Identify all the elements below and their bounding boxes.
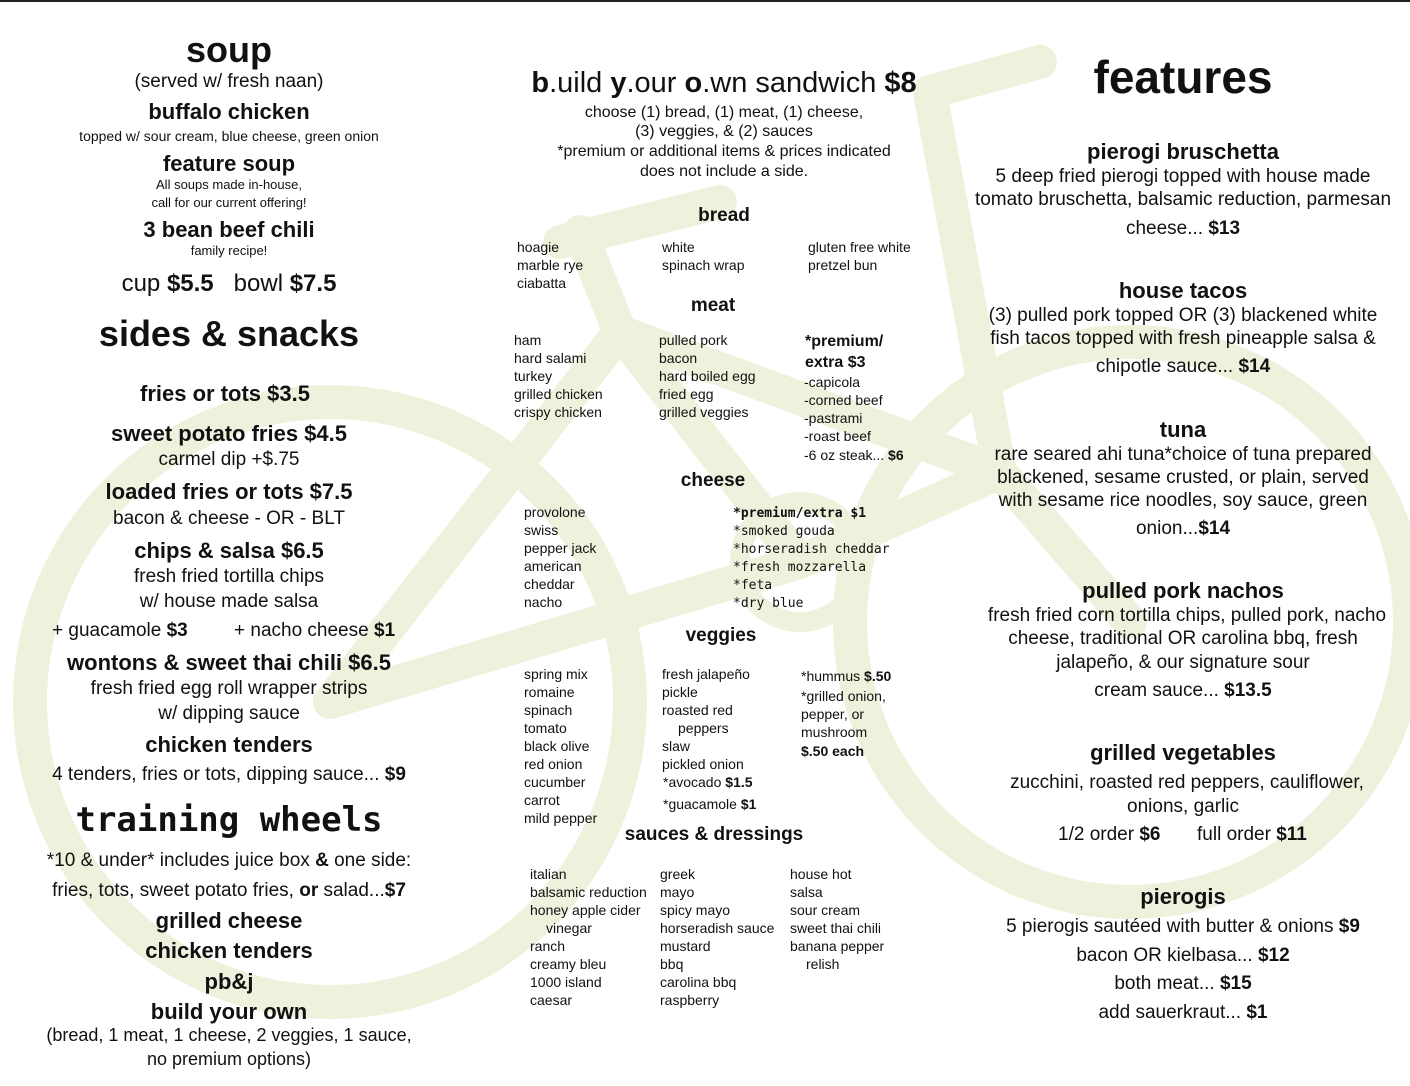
tuna-item: tuna [1159, 417, 1207, 442]
list-item: balsamic reduction [530, 884, 647, 900]
feature-soup-item: feature soup [162, 151, 296, 176]
list-item: creamy bleu [530, 956, 607, 972]
soup-prices [122, 271, 337, 297]
veggies-title: veggies [685, 625, 757, 646]
loaded-fries-desc: bacon & cheese - OR - BLT [113, 508, 345, 529]
list-item: pepper jack [524, 540, 597, 556]
list-item: *fresh mozzarella [733, 560, 867, 575]
byo-desc-1: choose (1) bread, (1) meat, (1) cheese, [584, 104, 864, 121]
chicken-tenders-item: chicken tenders [145, 732, 313, 757]
list-item: raspberry [660, 992, 720, 1008]
tacos-desc-2: fish tacos topped with fresh pineapple salsa & [990, 328, 1376, 349]
tuna-desc-1: rare seared ahi tuna*choice of tuna prepared [994, 444, 1372, 465]
list-item: ciabatta [517, 275, 567, 291]
list-item: caesar [530, 992, 573, 1008]
list-item: gluten free white [808, 239, 911, 255]
list-item: pretzel bun [808, 257, 878, 273]
hummus-item: *hummus $.50 [801, 668, 892, 684]
steak-item: -6 oz steak... $6 [804, 447, 904, 463]
sweet-potato-item: sweet potato fries $4.5 [111, 421, 347, 446]
list-item: relish [806, 956, 840, 972]
list-item: mayo [660, 884, 695, 900]
list-item: cheddar [524, 576, 575, 592]
list-item: 1000 island [530, 974, 602, 990]
sauces-list-2 [660, 865, 774, 1009]
vegetables-desc-1: zucchini, roasted red peppers, cauliflower, [1010, 772, 1364, 793]
list-item: fresh jalapeño [662, 666, 750, 682]
list-item: fried egg [659, 386, 714, 402]
pierogis-desc: 5 pierogis sautéed with butter & onions $9 [1006, 916, 1360, 937]
meat-list-2 [659, 331, 756, 421]
list-item: red onion [524, 756, 583, 772]
chips-desc-1: fresh fried tortilla chips [133, 566, 325, 587]
chicken-tenders-desc: 4 tenders, fries or tots, dipping sauce... $9 [52, 764, 406, 785]
cup-price: $5.5 [166, 270, 214, 297]
list-item: crispy chicken [514, 404, 602, 420]
list-item: ham [514, 332, 542, 348]
tacos-desc-1: (3) pulled pork topped OR (3) blackened white [988, 305, 1378, 326]
nacho-cheese-addon: + nacho cheese $1 [234, 620, 396, 641]
bean-chili-item: 3 bean beef chili [143, 217, 315, 242]
list-item: cucumber [524, 774, 586, 790]
list-item: greek [660, 866, 696, 882]
cheese-premium-list [733, 523, 890, 613]
bowl-label: bowl [233, 270, 284, 297]
wontons-desc-2: w/ dipping sauce [158, 703, 300, 724]
sauces-list-3 [790, 865, 884, 973]
sides-title: sides & snacks [98, 313, 360, 354]
chips-salsa-item: chips & salsa $6.5 [134, 538, 324, 563]
bruschetta-desc-3: cheese... $13 [1125, 218, 1241, 239]
bread-title: bread [698, 205, 750, 226]
byo-desc-3: *premium or additional items & prices indicated [557, 143, 891, 160]
cheese-premium-label: *premium/extra $1 [733, 506, 867, 521]
half-order-price: 1/2 order $6 [1058, 824, 1161, 845]
list-item: swiss [524, 522, 559, 538]
list-item: house hot [790, 866, 852, 882]
kids-build-your-own: build your own [150, 999, 308, 1024]
grilled-vegetables-item: grilled vegetables [1090, 740, 1276, 765]
kids-byo-desc-1: (bread, 1 meat, 1 cheese, 2 veggies, 1 sauce, [46, 1025, 412, 1045]
list-item: honey apple cider [530, 902, 641, 918]
feature-soup-desc-2: call for our current offering! [151, 195, 307, 210]
list-item: turkey [514, 368, 553, 384]
list-item: sour cream [790, 902, 861, 918]
pierogi-bruschetta-item: pierogi bruschetta [1087, 139, 1279, 164]
list-item: tomato [524, 720, 567, 736]
veggies-list-3 [801, 687, 886, 741]
nachos-desc-1: fresh fried corn tortilla chips, pulled pork, nacho [987, 605, 1387, 626]
kids-byo-desc-2: no premium options) [146, 1049, 312, 1069]
bread-list-1 [517, 238, 583, 292]
sauces-list-1 [530, 865, 647, 1009]
bruschetta-desc-1: 5 deep fried pierogi topped with house made [995, 166, 1371, 187]
nachos-desc-2: cheese, traditional OR carolina bbq, fresh [1008, 628, 1358, 649]
sauces-title: sauces & dressings [624, 824, 804, 845]
list-item: carolina bbq [660, 974, 737, 990]
pierogis-sauerkraut-option: add sauerkraut... $1 [1098, 1002, 1268, 1023]
tacos-desc-3: chipotle sauce... $14 [1095, 356, 1271, 377]
vegetables-desc-2: onions, garlic [1127, 796, 1239, 817]
nachos-desc-4: cream sauce... $13.5 [1094, 680, 1272, 701]
list-item: provolone [524, 504, 586, 520]
buffalo-chicken-item: buffalo chicken [148, 99, 310, 124]
kids-grilled-cheese: grilled cheese [155, 908, 303, 933]
guacamole-addon: + guacamole $3 [52, 620, 188, 641]
list-item: pickled onion [662, 756, 744, 772]
pierogis-bacon-option: bacon OR kielbasa... $12 [1076, 945, 1290, 966]
list-item: mushroom [801, 724, 868, 740]
carmel-dip-addon: carmel dip +$.75 [158, 449, 300, 470]
list-item: spinach wrap [662, 257, 745, 273]
pierogis-item: pierogis [1140, 884, 1226, 909]
byo-sandwich-title: b.uild y.our o.wn sandwich $8 [531, 67, 917, 99]
list-item: nacho [524, 594, 563, 610]
list-item: white [662, 239, 695, 255]
training-wheels-title: training wheels [75, 800, 383, 840]
cup-label: cup [121, 270, 161, 297]
list-item: grilled chicken [514, 386, 603, 402]
list-item: romaine [524, 684, 575, 700]
soup-served-note: (served w/ fresh naan) [134, 71, 324, 92]
list-item: carrot [524, 792, 560, 808]
full-order-price: full order $11 [1197, 824, 1307, 845]
list-item: slaw [662, 738, 691, 754]
wontons-item: wontons & sweet thai chili $6.5 [67, 650, 391, 675]
guacamole-item: *guacamole $1 [663, 796, 757, 812]
list-item: marble rye [517, 257, 584, 273]
list-item: spinach [524, 702, 573, 718]
soup-title: soup [186, 29, 272, 70]
kids-chicken-tenders: chicken tenders [145, 938, 313, 963]
nachos-desc-3: jalapeño, & our signature sour [1056, 652, 1310, 673]
list-item: mild pepper [524, 810, 598, 826]
list-item: pepper, or [801, 706, 865, 722]
list-item: salsa [790, 884, 823, 900]
list-item: horseradish sauce [660, 920, 775, 936]
list-item: -pastrami [804, 410, 863, 426]
bread-list-2 [662, 238, 745, 274]
list-item: vinegar [546, 920, 592, 936]
list-item: peppers [678, 720, 729, 736]
buffalo-chicken-desc: topped w/ sour cream, blue cheese, green onion [79, 128, 379, 144]
veggies-list-1 [524, 665, 597, 827]
bread-list-3 [808, 238, 911, 274]
list-item: *grilled onion, [801, 688, 886, 704]
meat-premium-label-2: extra $3 [805, 354, 866, 371]
veggies-each-price: $.50 each [801, 743, 865, 759]
meat-title: meat [690, 295, 736, 316]
feature-soup-desc-1: All soups made in-house, [156, 177, 302, 192]
tuna-desc-2: blackened, sesame crusted, or plain, served [997, 467, 1369, 488]
list-item: roasted red [662, 702, 733, 718]
byo-desc-4: does not include a side. [639, 163, 809, 180]
veggies-list-2 [662, 665, 750, 773]
list-item: ranch [530, 938, 566, 954]
training-line-2: fries, tots, sweet potato fries, or salad...$7 [52, 880, 406, 901]
list-item: pickle [662, 684, 698, 700]
list-item: black olive [524, 738, 590, 754]
training-line-1: *10 & under* includes juice box & one side: [46, 850, 412, 871]
bowl-price: $7.5 [289, 270, 337, 297]
list-item: bbq [660, 956, 684, 972]
tuna-desc-3: with sesame rice noodles, soy sauce, green [998, 490, 1368, 511]
list-item: pulled pork [659, 332, 728, 348]
list-item: -roast beef [804, 428, 871, 444]
list-item: bacon [659, 350, 698, 366]
chips-desc-2: w/ house made salsa [139, 591, 319, 612]
bean-chili-desc: family recipe! [190, 243, 268, 258]
pierogis-both-option: both meat... $15 [1114, 973, 1252, 994]
meat-list-1 [514, 331, 603, 421]
meat-premium-label-1: *premium/ [805, 333, 884, 350]
list-item: *feta [733, 578, 773, 593]
cheese-title: cheese [680, 470, 746, 491]
pulled-pork-nachos-item: pulled pork nachos [1082, 578, 1284, 603]
list-item: mustard [660, 938, 711, 954]
list-item: spicy mayo [660, 902, 731, 918]
list-item: hard salami [514, 350, 587, 366]
list-item: american [524, 558, 582, 574]
list-item: banana pepper [790, 938, 885, 954]
list-item: hard boiled egg [659, 368, 756, 384]
bruschetta-desc-2: tomato bruschetta, balsamic reduction, parmesan [974, 189, 1392, 210]
list-item: sweet thai chili [790, 920, 882, 936]
avocado-item: *avocado $1.5 [663, 774, 753, 790]
cheese-list [524, 503, 596, 611]
fries-item: fries or tots $3.5 [140, 381, 310, 406]
list-item: -capicola [804, 374, 861, 390]
loaded-fries-item: loaded fries or tots $7.5 [105, 479, 353, 504]
list-item: hoagie [517, 239, 560, 255]
list-item: italian [530, 866, 567, 882]
list-item: -corned beef [804, 392, 883, 408]
wontons-desc-1: fresh fried egg roll wrapper strips [90, 678, 368, 699]
list-item: spring mix [524, 666, 588, 682]
list-item: grilled veggies [659, 404, 749, 420]
meat-premium-list [804, 373, 883, 445]
list-item: *smoked gouda [733, 524, 835, 539]
list-item: *horseradish cheddar [733, 542, 890, 557]
byo-desc-2: (3) veggies, & (2) sauces [635, 123, 813, 140]
house-tacos-item: house tacos [1118, 278, 1248, 303]
tuna-desc-4: onion...$14 [1135, 518, 1231, 539]
features-title: features [1093, 51, 1273, 103]
kids-pbj: pb&j [204, 969, 254, 994]
list-item: *dry blue [733, 596, 804, 611]
